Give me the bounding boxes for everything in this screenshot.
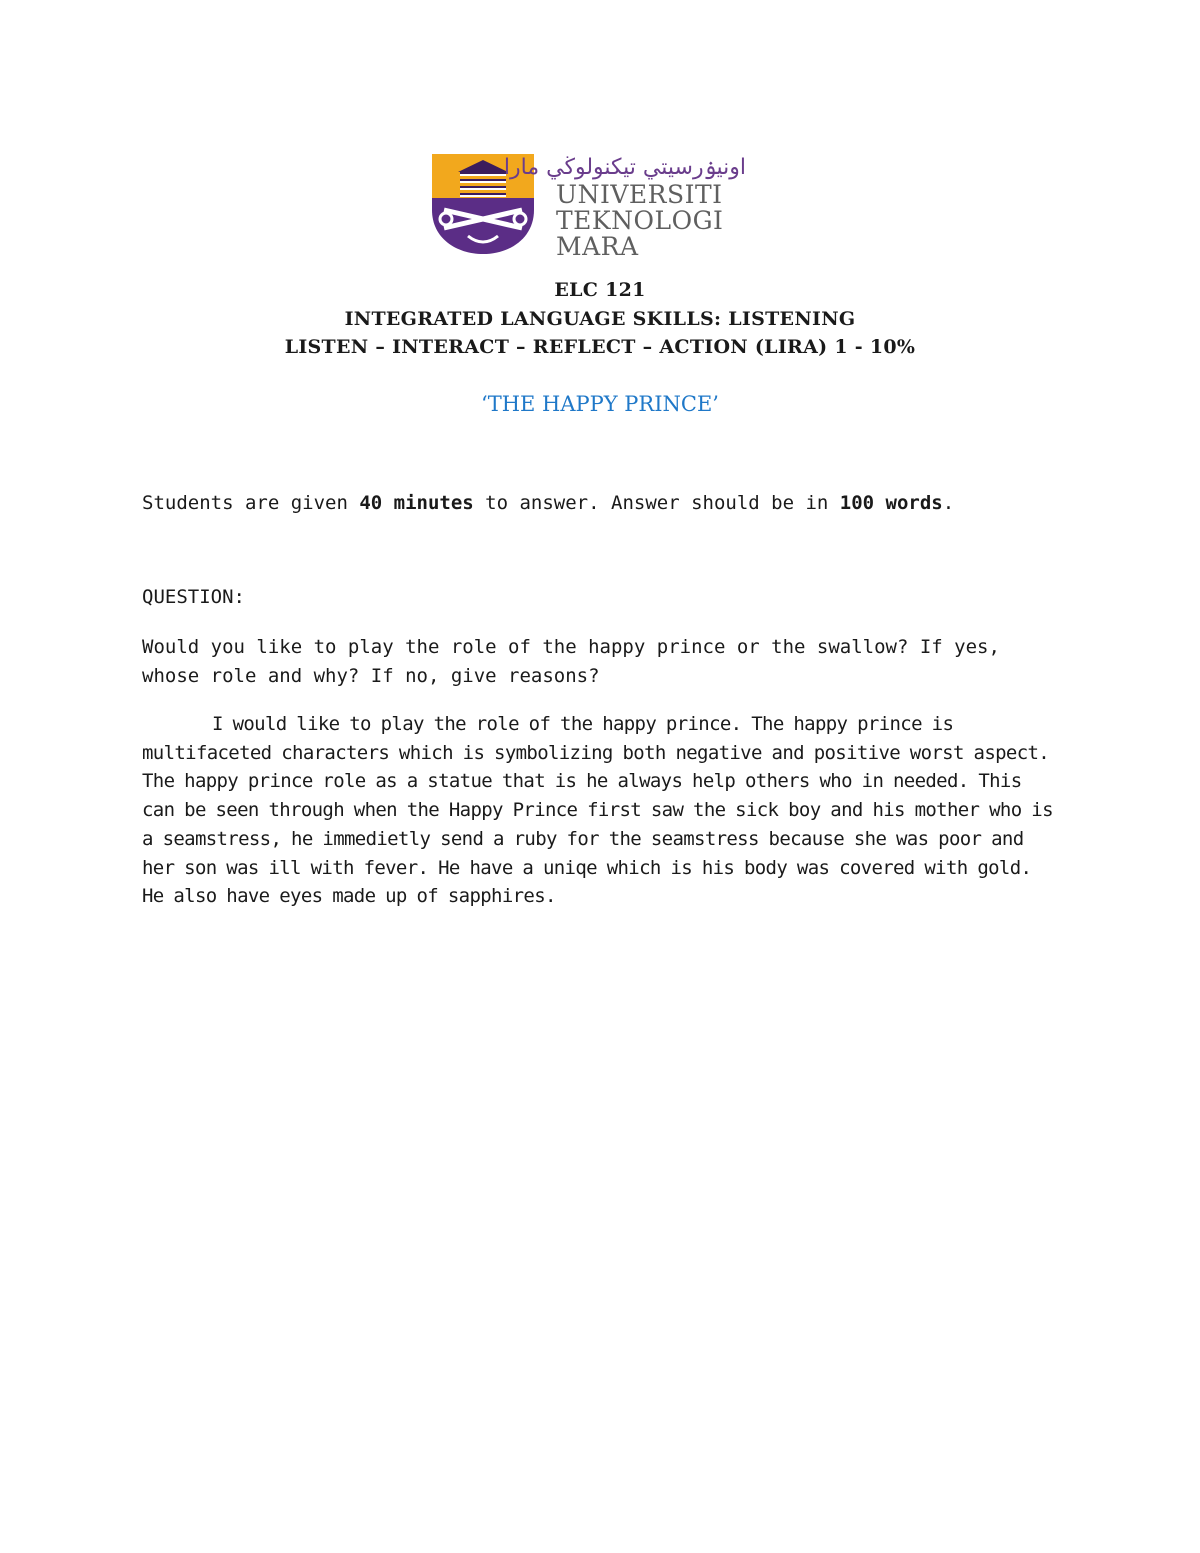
answer-paragraph: I would like to play the role of the happy prince. The happy prince is multifaceted characters which is symbolizing both negative and positive worst aspect. The happy prince role as a statue that is he always help others who in needed. This can be seen through when the Happy Prince first saw the sick boy and his mother who is a seamstress, he immedietly send a ruby for the seamstress because she was poor and her son was ill with fever. He have a uniqe which is his body was covered with gold. He also have eyes made up of sapphires. xyxy=(142,713,1053,908)
instructions-part3: . xyxy=(942,492,955,514)
course-code: ELC 121 xyxy=(554,279,646,301)
assessment-title: LISTEN – INTERACT – REFLECT – ACTION (LIRA) 1 - 10% xyxy=(284,336,916,358)
instructions-minutes: 40 minutes xyxy=(359,492,474,514)
question-text: Would you like to play the role of the happy prince or the swallow? If yes, whose role and why? If no, give reasons? xyxy=(142,636,1000,687)
instructions xyxy=(142,489,1062,518)
document-title: ‘THE HAPPY PRINCE’ xyxy=(481,392,719,416)
logo-text-mara: MARA xyxy=(556,232,639,261)
logo-text-universiti: UNIVERSITI xyxy=(556,180,723,209)
university-logo xyxy=(430,152,750,261)
logo-jawi-text: اونيۏرسيتي تيكنولوڬي مارا xyxy=(503,155,746,180)
logo-text-teknologi: TEKNOLOGI xyxy=(556,206,724,235)
question-label: QUESTION: xyxy=(142,586,245,608)
instructions-part2: to answer. Answer should be in xyxy=(473,492,840,514)
instructions-part1: Students are given xyxy=(142,492,360,514)
course-title: INTEGRATED LANGUAGE SKILLS: LISTENING xyxy=(344,308,856,330)
instructions-words: 100 words xyxy=(839,492,943,514)
